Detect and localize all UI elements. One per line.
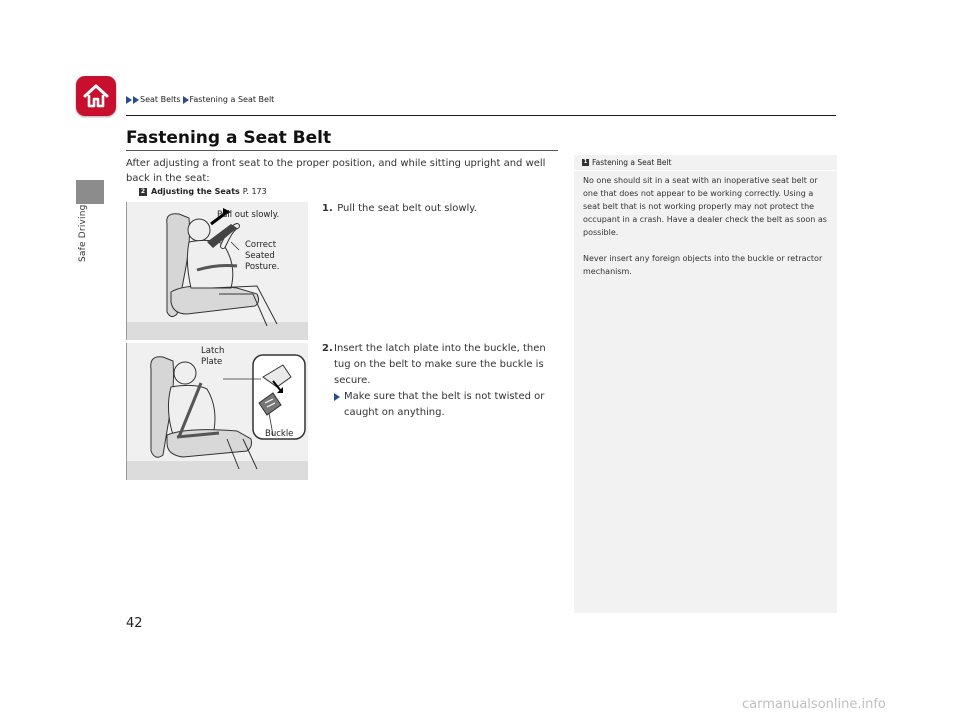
home-button[interactable] [76, 76, 116, 116]
breadcrumb [126, 95, 274, 104]
breadcrumb-arrow-icon [133, 96, 139, 104]
breadcrumb-arrow-icon [183, 96, 189, 104]
breadcrumb-item-current: Fastening a Seat Belt [189, 95, 275, 104]
reference-arrow-icon: 2 [140, 187, 146, 195]
substep-text: Make sure that the belt is not twisted or caught on anything. [344, 391, 545, 418]
page-title: Fastening a Seat Belt [126, 128, 332, 148]
seat-belt-pull-illustration [127, 202, 308, 340]
bullet-arrow-icon [334, 393, 340, 401]
page-number: 42 [126, 616, 143, 631]
sidebar-marker [76, 180, 104, 204]
step-1 [322, 201, 558, 217]
note-heading [582, 158, 671, 167]
step-number: 2. [322, 343, 333, 354]
note-body [583, 174, 831, 278]
step-substep [322, 389, 558, 421]
note-paragraph: No one should sit in a seat with an inoperative seat belt or one that does not appear to be working correctly. Using a seat belt that is not working properly may not protect the occupant in a crash. Have a dealer check the belt as soon as possible. [583, 176, 827, 237]
note-divider [574, 170, 837, 171]
sidebar-section-label: Safe Driving [78, 204, 88, 262]
callout-pull-out-slowly: Pull out slowly. [217, 210, 280, 220]
step-text: Insert the latch plate into the buckle, then tug on the belt to make sure the buckle is secure. [334, 343, 546, 386]
xref-page: P. 173 [242, 187, 267, 196]
watermark: carmanualsonline.info [742, 697, 886, 712]
note-marker-icon: 1 [583, 159, 588, 165]
callout-latch-plate: Latch Plate [201, 346, 225, 367]
title-divider [126, 150, 558, 151]
xref-label: Adjusting the Seats [151, 187, 240, 196]
intro-text: After adjusting a front seat to the proper position, and while sitting upright and well back in the seat: [126, 158, 546, 184]
note-heading-text: Fastening a Seat Belt [592, 158, 672, 167]
figure-pull-belt [126, 202, 308, 340]
step-2 [322, 341, 558, 421]
step-text: Pull the seat belt out slowly. [337, 203, 477, 214]
header-divider [126, 115, 836, 116]
step-number: 1. [322, 203, 333, 214]
callout-correct-posture: Correct Seated Posture. [245, 240, 280, 272]
note-sidebar [574, 155, 837, 613]
breadcrumb-arrow-icon [126, 96, 132, 104]
figure-insert-latch [126, 343, 308, 480]
home-icon [82, 83, 110, 109]
callout-buckle: Buckle [265, 429, 294, 439]
cross-reference-link[interactable] [139, 187, 267, 196]
note-paragraph: Never insert any foreign objects into the buckle or retractor mechanism. [583, 254, 823, 276]
breadcrumb-item-seat-belts[interactable]: Seat Belts [140, 95, 181, 104]
